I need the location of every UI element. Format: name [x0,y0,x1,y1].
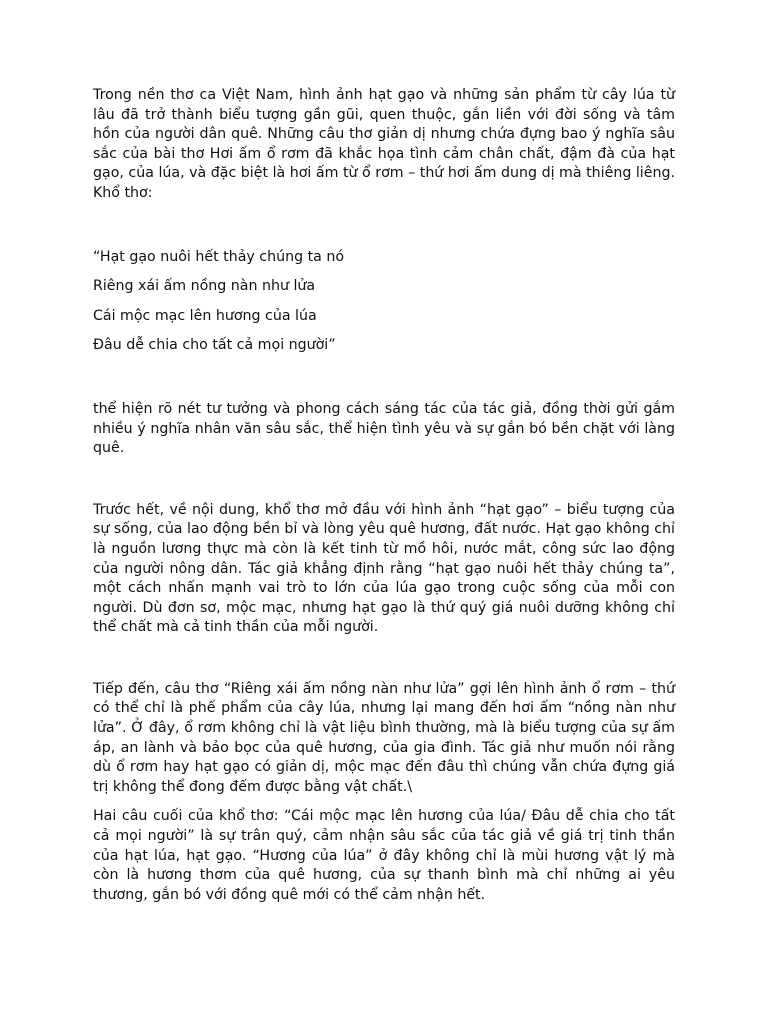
body-paragraph-4: Hai câu cuối của khổ thơ: “Cái mộc mạc lên hương của lúa/ Đâu dễ chia cho tất cả mọi người” là sự trân quý, cảm nhận sâu sắc của tác giả về giá trị tinh thần của hạt lúa, hạt gạo. “Hương của lúa” ở đây không chỉ là mùi hương vật lý mà còn là hương thơm của quê hương, của sự thanh bình mà chỉ những ai yêu thương, gắn bó với đồng quê mới có thể cảm nhận hết. [93,808,675,903]
document-body [93,86,675,905]
verse-line-3: Cái mộc mạc lên hương của lúa [93,307,317,324]
body-paragraph-1: thể hiện rõ nét tư tưởng và phong cách sáng tác của tác giả, đồng thời gửi gắm nhiều ý nghĩa nhân văn sâu sắc, thể hiện tình yêu và sự gắn bó bền chặt với làng quê. [93,400,675,457]
verse-line-4: Đâu dễ chia cho tất cả mọi người” [93,337,336,354]
poem-stanza [93,248,675,356]
body-paragraph-2: Trước hết, về nội dung, khổ thơ mở đầu với hình ảnh “hạt gạo” – biểu tượng của sự sống, của lao động bền bỉ và lòng yêu quê hương, đất nước. Hạt gạo không chỉ là nguồn lương thực mà còn là kết tinh từ mồ hôi, nước mắt, công sức lao động của người nông dân. Tác giả khẳng định rằng “hạt gạo nuôi hết thảy chúng ta”, một cách nhấn mạnh vai trò to lớn của lúa gạo trong cuộc sống của mỗi con người. Dù đơn sơ, mộc mạc, nhưng hạt gạo là thứ quý giá nuôi dưỡng không chỉ thể chất mà cả tinh thần của mỗi người. [93,501,675,636]
body-paragraph-3: Tiếp đến, câu thơ “Riêng xái ấm nồng nàn như lửa” gợi lên hình ảnh ổ rơm – thứ có thể chỉ là phế phẩm của cây lúa, nhưng lại mang đến hơi ấm “nồng nàn như lửa”. Ở đây, ổ rơm không chỉ là vật liệu bình thường, mà là biểu tượng của sự ấm áp, an lành và bảo bọc của quê hương, của gia đình. Tác giả như muốn nói rằng dù ổ rơm hay hạt gạo có giản dị, mộc mạc đến đâu thì chúng vẫn chứa đựng giá trị không thể đong đếm được bằng vật chất.\ [93,680,675,795]
intro-paragraph: Trong nền thơ ca Việt Nam, hình ảnh hạt gạo và những sản phẩm từ cây lúa từ lâu đã trở thành biểu tượng gần gũi, quen thuộc, gắn liền với đời sống và tâm hồn của người dân quê. Những câu thơ giản dị nhưng chứa đựng bao ý nghĩa sâu sắc của bài thơ Hơi ấm ổ rơm đã khắc họa tình cảm chân chất, đậm đà của hạt gạo, của lúa, và đặc biệt là hơi ấm từ ổ rơm – thứ hơi ấm dung dị mà thiêng liêng. Khổ thơ: [93,87,675,201]
verse-line-2: Riêng xái ấm nồng nàn như lửa [93,278,316,295]
verse-line-1: “Hạt gạo nuôi hết thảy chúng ta nó [93,248,345,265]
